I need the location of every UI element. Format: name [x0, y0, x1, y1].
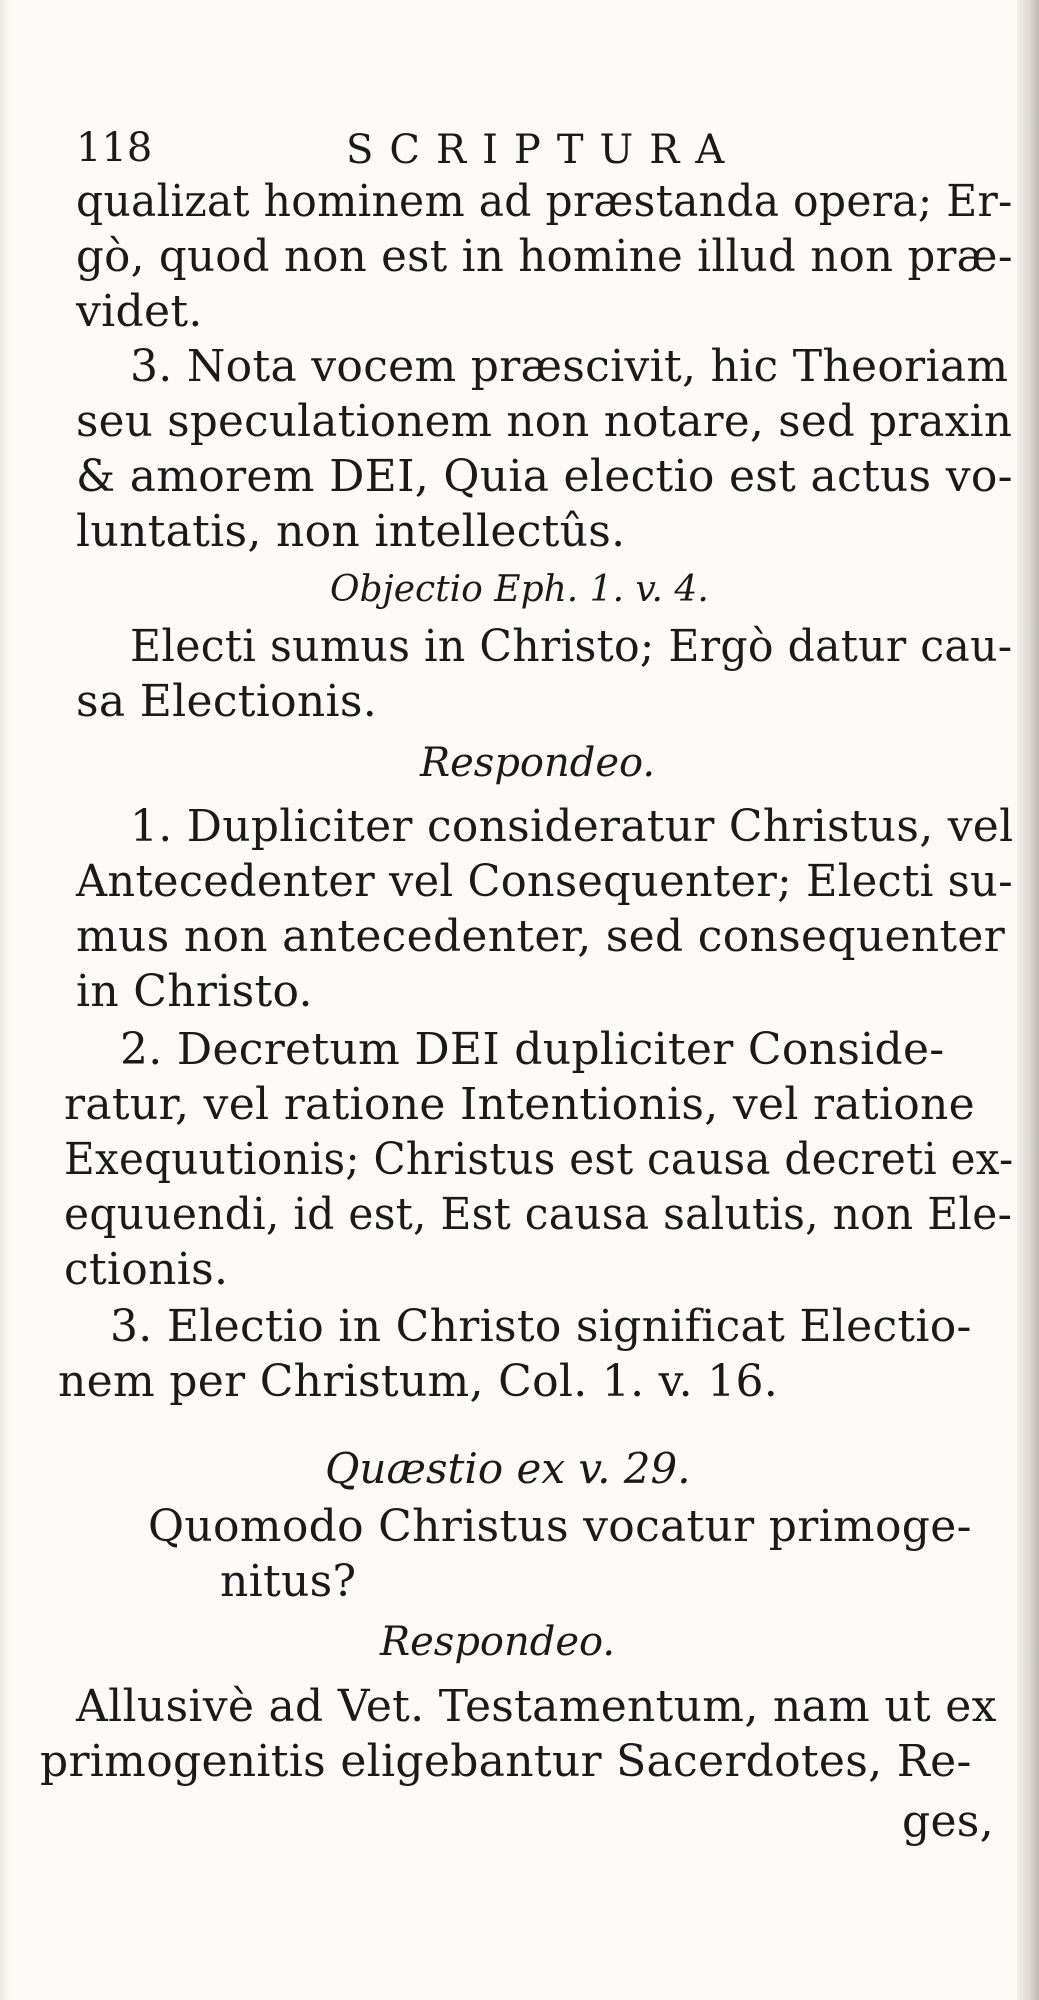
- text-line: videt.: [76, 286, 203, 337]
- catchword: ges,: [902, 1796, 994, 1847]
- text-line: Electi sumus in Christo; Ergò datur cau-: [130, 621, 1013, 672]
- respondeo-heading: Respondeo.: [420, 740, 656, 786]
- text-line: Quomodo Christus vocatur primoge-: [148, 1501, 972, 1552]
- text-line: seu speculationem non notare, sed praxin: [76, 396, 1013, 447]
- quaestio-heading: Quæstio ex v. 29.: [325, 1444, 691, 1493]
- text-line: ctionis.: [64, 1244, 229, 1295]
- text-line: Antecedenter vel Consequenter; Electi su-: [76, 856, 1013, 907]
- text-line: 2. Decretum DEI dupliciter Conside-: [120, 1024, 945, 1075]
- text-line: 3. Nota vocem præscivit, hic Theoriam: [130, 341, 1009, 392]
- text-line: equuendi, id est, Est causa salutis, non Ele-: [64, 1189, 1013, 1240]
- page-number: 118: [76, 125, 153, 171]
- page-gutter-shadow: [1017, 0, 1039, 2000]
- text-line: 3. Electio in Christo significat Electio-: [110, 1301, 972, 1352]
- text-line: 1. Dupliciter consideratur Christus, vel: [130, 801, 1014, 852]
- respondeo-heading: Respondeo.: [380, 1619, 616, 1665]
- text-line: luntatis, non intellectûs.: [76, 506, 626, 557]
- text-line: ratur, vel ratione Intentionis, vel ratione: [64, 1079, 976, 1130]
- objection-heading: Objectio Eph. 1. v. 4.: [330, 569, 709, 610]
- text-line: nem per Christum, Col. 1. v. 16.: [58, 1356, 779, 1407]
- page-edge-shadow-left: [0, 0, 10, 2000]
- text-line: mus non antecedenter, sed consequenter: [76, 911, 1006, 962]
- text-line: qualizat hominem ad præstanda opera; Er-: [76, 176, 1013, 227]
- text-line: sa Electionis.: [76, 676, 378, 727]
- text-line: Allusivè ad Vet. Testamentum, nam ut ex: [76, 1681, 997, 1732]
- running-title: SCRIPTURA: [346, 127, 741, 173]
- text-line: gò, quod non est in homine illud non præ-: [76, 231, 1013, 282]
- text-line: & amorem DEI, Quia electio est actus vo-: [76, 451, 1013, 502]
- text-line: Exequutionis; Christus est causa decreti ex-: [64, 1134, 1014, 1185]
- text-line: nitus?: [220, 1556, 357, 1607]
- text-line: primogenitis eligebantur Sacerdotes, Re-: [40, 1736, 972, 1787]
- text-line: in Christo.: [76, 966, 313, 1017]
